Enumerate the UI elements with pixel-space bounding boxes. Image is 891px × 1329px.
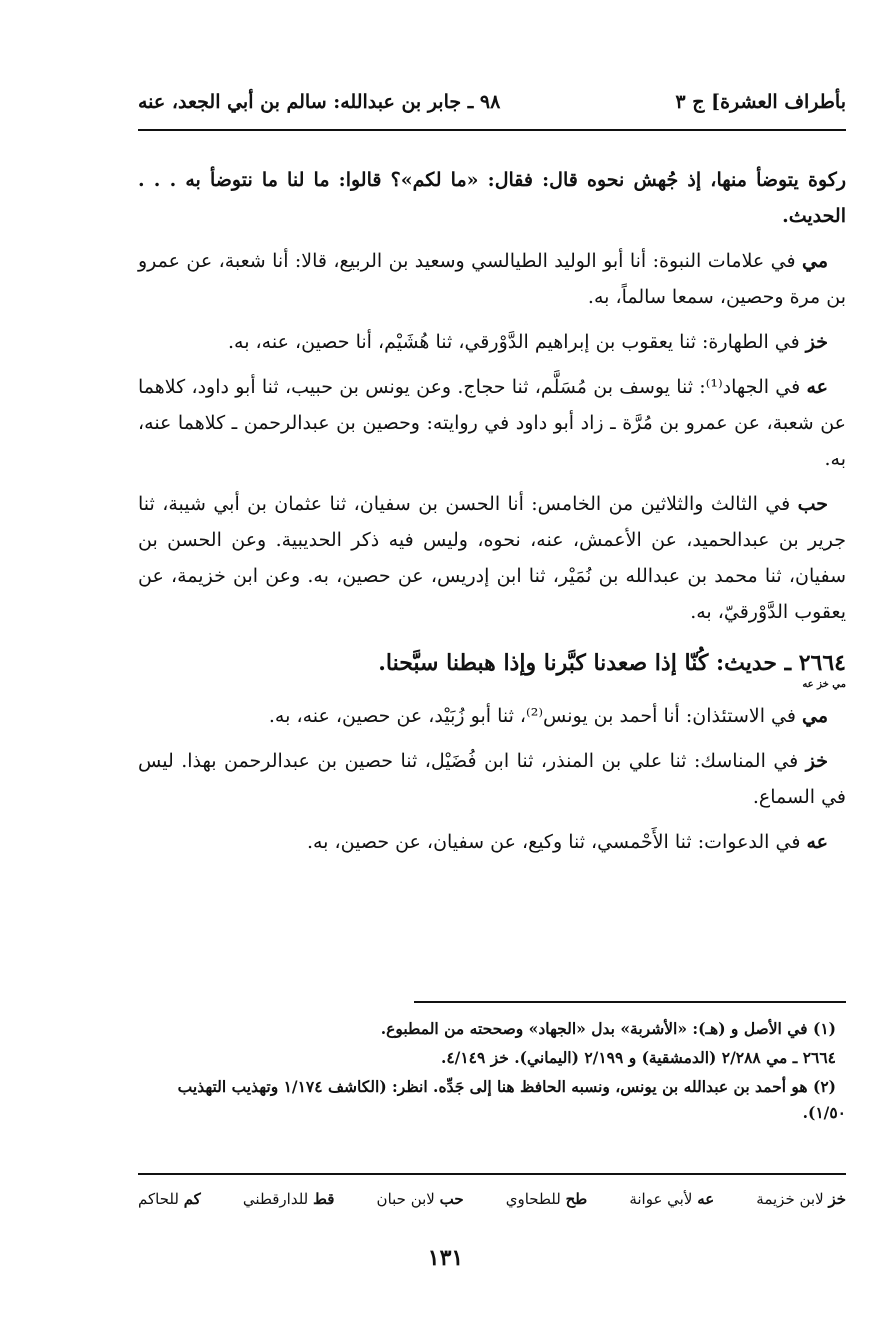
source-code: مي — [801, 250, 828, 272]
abbrev-item — [629, 1190, 714, 1208]
abbrev-item — [506, 1190, 587, 1208]
footnotes — [138, 1016, 846, 1129]
footnote-hadith-refs: ٢٦٦٤ ـ مي ٢/٢٨٨ (الدمشقية) و ٢/١٩٩ (اليماني). خز ٤/١٤٩. — [440, 1048, 836, 1067]
paragraph-text: في الطهارة: ثنا يعقوب بن إبراهيم الدَّوْرقي، ثنا هُشَيْم، أنا حصين، عنه، به. — [228, 331, 806, 353]
running-header — [138, 82, 846, 122]
abbrev-code: كم — [183, 1190, 201, 1208]
source-code: خز — [805, 750, 828, 772]
abbrev-code: خز — [828, 1190, 846, 1208]
source-code: مي — [801, 705, 828, 727]
abbrev-name: لابن خزيمة — [756, 1190, 824, 1208]
abbrev-name: لابن حبان — [376, 1190, 435, 1208]
header-volume: بأطراف العشرة] ج ٣ — [675, 91, 846, 113]
source-code: خز — [805, 331, 828, 353]
paragraph-source-ah — [138, 369, 846, 477]
abbrev-code: طح — [565, 1190, 588, 1208]
paragraph-text: في الثالث والثلاثين من الخامس: أنا الحسن بن سفيان، ثنا عثمان بن أبي شيبة، ثنا جرير بن عبدالحميد، عن الأعمش، عنه، نحوه، وليس فيه ذكر الحديبية. وعن الحسن بن سفيان، ثنا محمد بن عبدالله بن نُمَيْر، ثنا ابن إدريس، عن حصين، به. وعن ابن خزيمة، عن يعقوب الدَّوْرقيّ، به. — [138, 493, 846, 623]
paragraph-source-khz-2 — [138, 743, 846, 815]
paragraph-source-hb — [138, 486, 846, 630]
abbrev-name: للدارقطني — [242, 1190, 309, 1208]
abbrev-code: حب — [439, 1190, 464, 1208]
paragraph-source-mi-2 — [138, 698, 846, 734]
abbrev-item — [243, 1190, 335, 1208]
paragraph-text: في الاستئذان: أنا أحمد بن يونس⁽²⁾، ثنا أبو زُبَيْد، عن حصين، عنه، به. — [268, 705, 802, 727]
abbrev-name: لأبي عوانة — [629, 1190, 693, 1208]
abbrev-name: للطحاوي — [505, 1190, 561, 1208]
footer-divider — [138, 1173, 846, 1175]
hadith-source-refs: مي خز عه — [802, 679, 846, 690]
paragraph-text: في المناسك: ثنا علي بن المنذر، ثنا ابن فُضَيْل، ثنا حصين بن عبدالرحمن بهذا. ليس في السماع. — [138, 750, 846, 808]
abbrev-item — [377, 1190, 464, 1208]
paragraph-text: في علامات النبوة: أنا أبو الوليد الطيالسي وسعيد بن الربيع، قالا: أنا شعبة، عن عمرو بن مرة وحصين، سمعا سالماً، به. — [138, 250, 846, 308]
abbreviation-key — [138, 1190, 846, 1208]
abbrev-code: عه — [697, 1190, 715, 1208]
abbrev-name: للحاكم — [138, 1190, 179, 1208]
paragraph-source-mi — [138, 243, 846, 315]
paragraph-source-ah-2 — [138, 824, 846, 860]
footnote-2: (٢) هو أحمد بن عبدالله بن يونس، ونسبه الحافظ هنا إلى جَدِّه. انظر: (الكاشف ١/١٧٤ وتهذيب التهذيب ١/٥٠). — [177, 1077, 846, 1122]
source-code: حب — [797, 493, 828, 515]
footnote-divider — [414, 1001, 846, 1003]
source-code: عه — [806, 376, 828, 398]
abbrev-code: قط — [313, 1190, 335, 1208]
main-text — [138, 162, 846, 869]
footnote-1: (١) في الأصل و (هـ): «الأشربة» بدل «الجهاد» وصححته من المطبوع. — [380, 1019, 836, 1038]
abbrev-item — [756, 1190, 846, 1208]
paragraph-text: في الدعوات: ثنا الأَحْمسي، ثنا وكيع، عن سفيان، عن حصين، به. — [306, 831, 807, 853]
paragraph-source-khz — [138, 324, 846, 360]
source-code: عه — [806, 831, 828, 853]
paragraph-text: في الجهاد⁽¹⁾: ثنا يوسف بن مُسَلَّم، ثنا حجاج. وعن يونس بن حبيب، ثنا أبو داود، كلاهما عن شعبة، عن عمرو بن مُرَّة ـ زاد أبو داود في روايته: وحصين بن عبدالرحمن ـ كلاهما عنه، به. — [138, 376, 846, 470]
header-divider — [138, 129, 846, 131]
abbrev-item — [138, 1190, 201, 1208]
header-chapter: ٩٨ ـ جابر بن عبدالله: سالم بن أبي الجعد، عنه — [138, 91, 501, 113]
page-number: ١٣١ — [427, 1245, 464, 1271]
paragraph-hadith-end: ركوة يتوضأ منها، إذ جُهش نحوه قال: فقال: «ما لكم»؟ قالوا: ما لنا ما نتوضأ به . . . الحديث. — [138, 169, 846, 227]
hadith-heading: ٢٦٦٤ ـ حديث: كُنّا إذا صعدنا كبَّرنا وإذا هبطنا سبَّحنا. — [378, 650, 846, 676]
